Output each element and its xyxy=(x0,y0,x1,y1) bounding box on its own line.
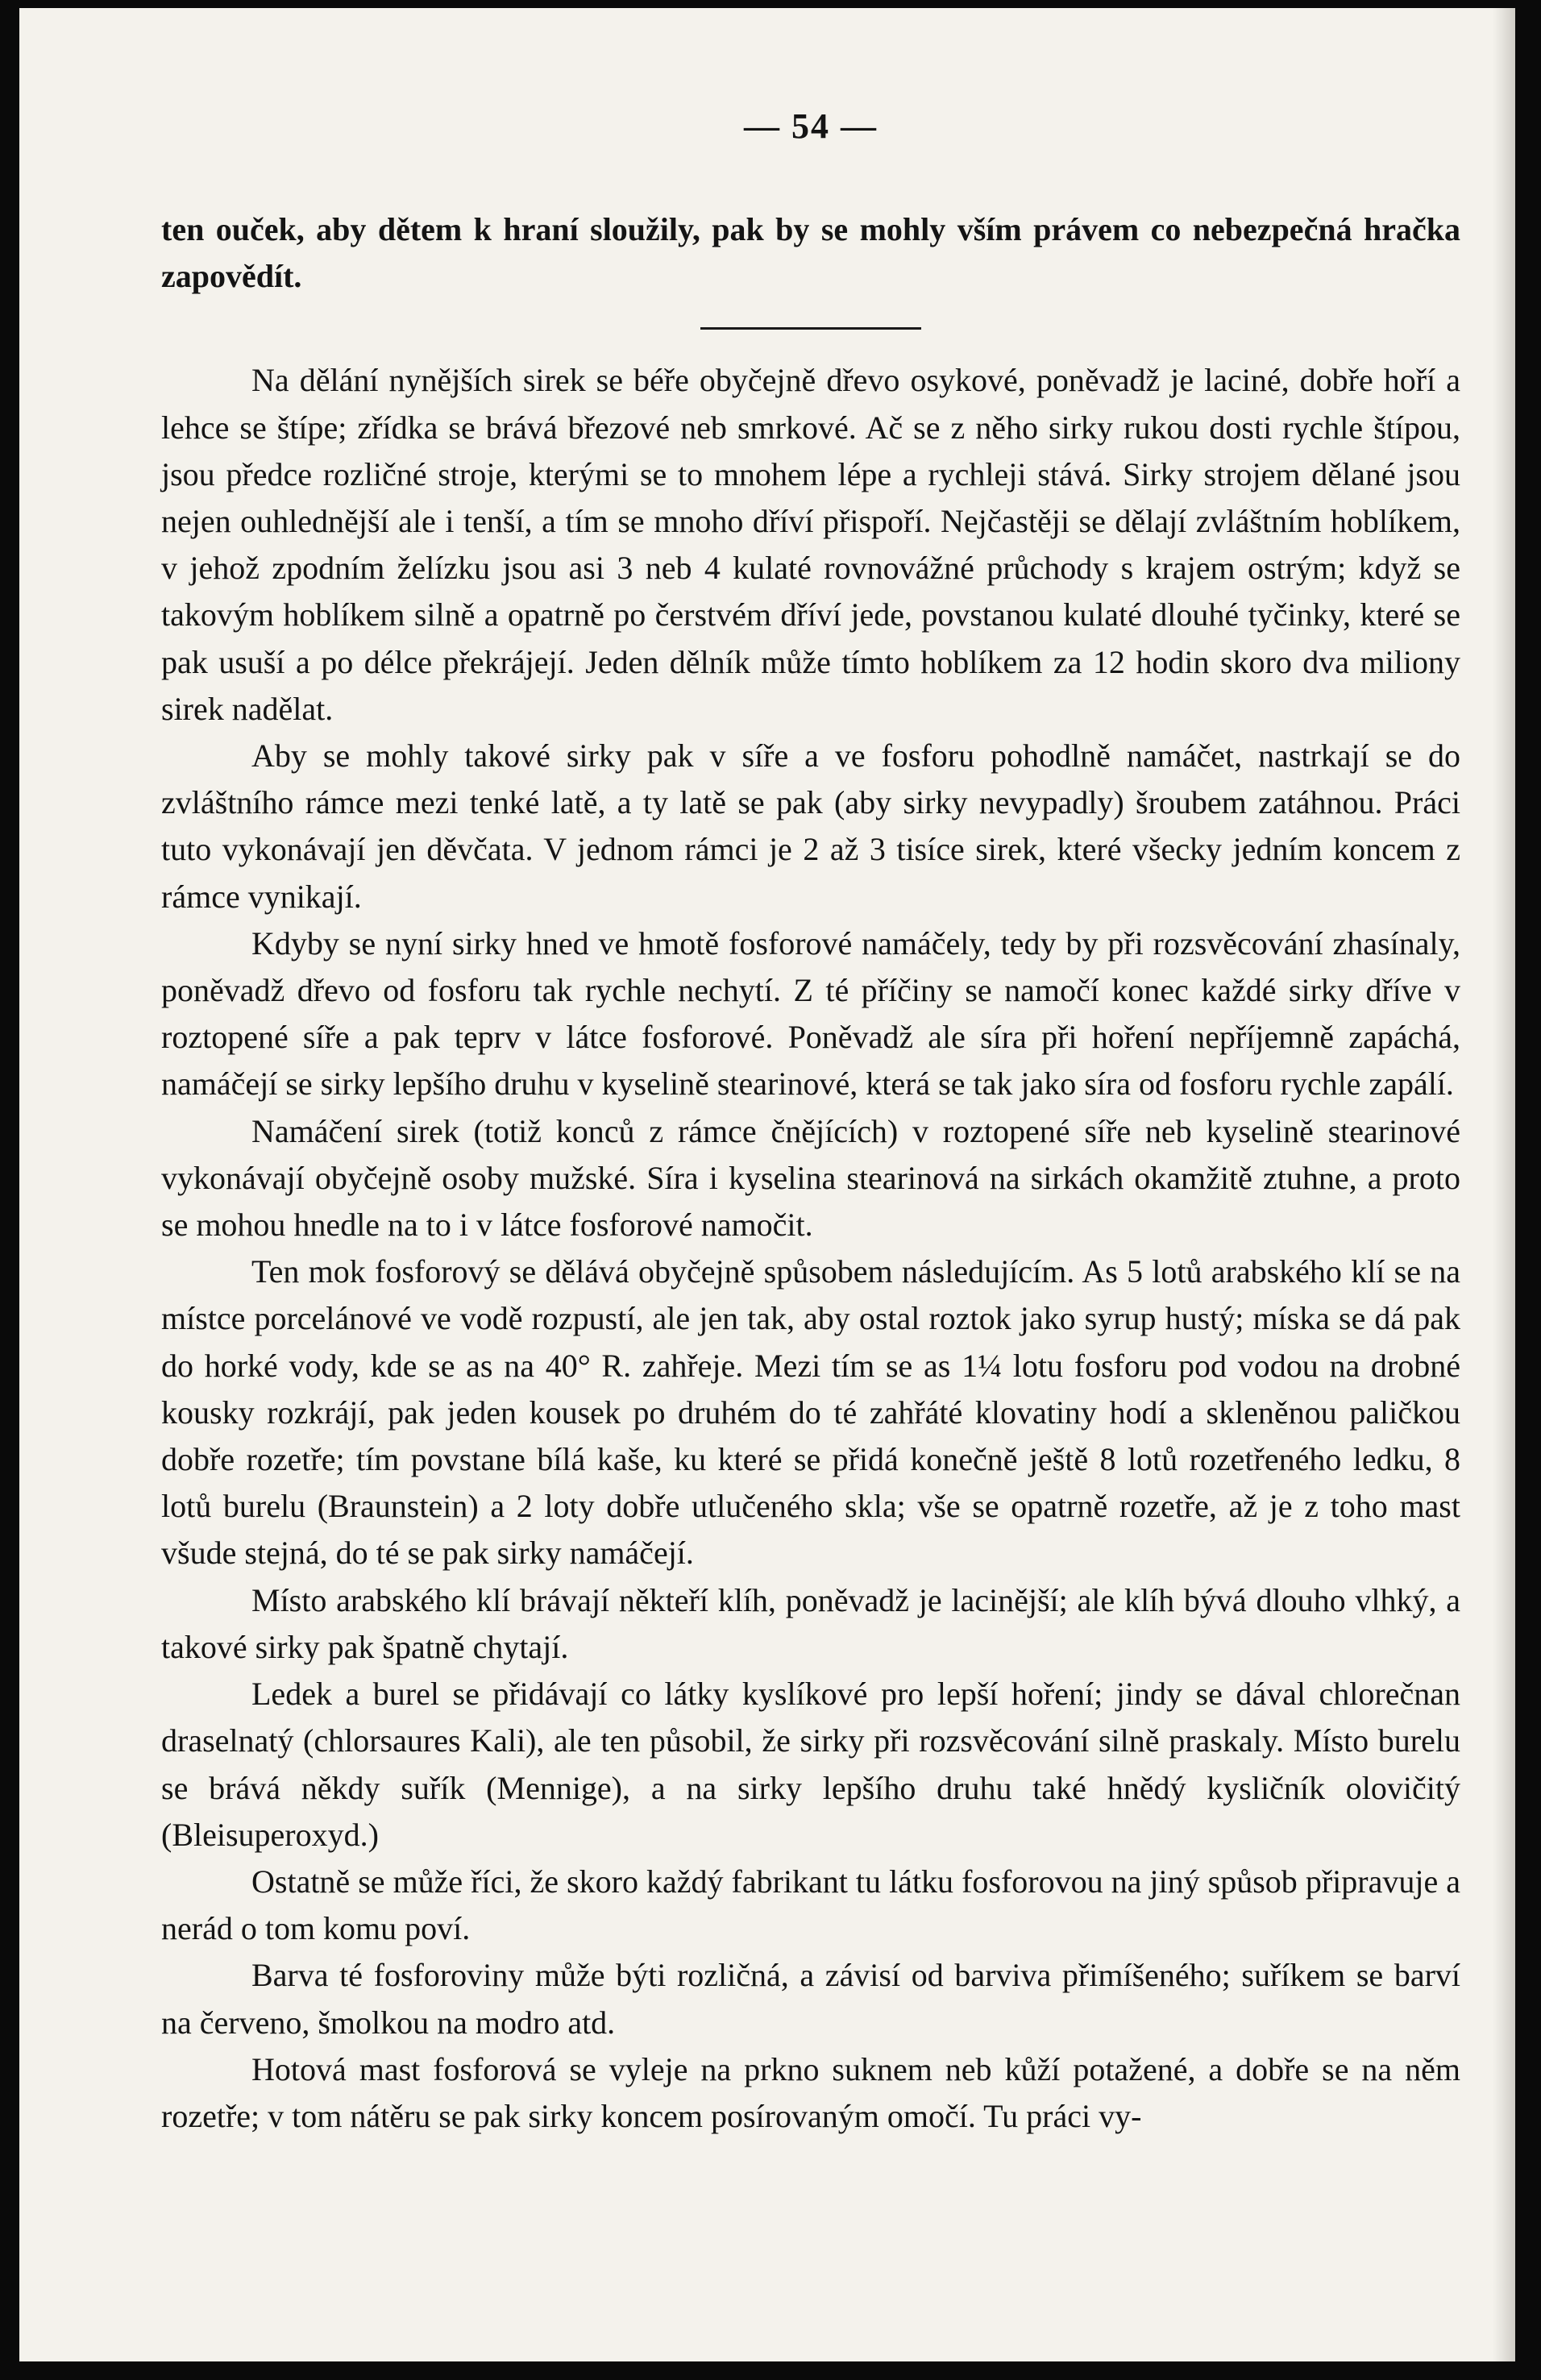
paragraph: Namáčení sirek (totiž konců z rámce čnějících) v roztopené síře neb kyselině stearinové vykonávají obyčejně osoby mužské. Síra i kyselina stearinová na sirkách okamžitě ztuhne, a proto se mohou hnedle na to i v látce fosforové namočit. xyxy=(161,1112,1460,1244)
paragraph: Místo arabského klí brávají někteří klíh, poněvadž je lacinější; ale klíh bývá dlouho vlhký, a takové sirky pak špatně chytají. xyxy=(161,1581,1460,1665)
paragraph: Kdyby se nyní sirky hned ve hmotě fosforové namáčely, tedy by při rozsvěcování zhasínaly, poněvadž dřevo od fosforu tak rychle nechytí. Z té příčiny se namočí konec každé sirky dříve v roztopené síře a pak teprv v látce fosforové. Poněvadž ale síra při hoření nepříjemně zapáchá, namáčejí se sirky lepšího druhu v kyselině stearinové, která se tak jako síra od fosforu rychle zapálí. xyxy=(161,924,1460,1103)
page-number: — 54 — xyxy=(744,106,878,146)
section-separator-line xyxy=(700,327,921,330)
book-page xyxy=(19,8,1515,2361)
paragraph: Ten mok fosforový se dělává obyčejně spůsobem následujícím. As 5 lotů arabského klí se na místce porcelánové ve vodě rozpustí, ale jen tak, aby ostal roztok jako syrup hustý; míska se dá pak do horké vody, kde se as na 40° R. zahřeje. Mezi tím se as 1¼ lotu fosforu pod vodou na drobné kousky rozkrájí, pak jeden kousek po druhém do té zahřáté klovatiny hodí a skleněnou paličkou dobře rozetře; tím povstane bílá kaše, ku které se přidá konečně ještě 8 lotů rozetřeného ledku, 8 lotů burelu (Braunstein) a 2 loty dobře utlučeného skla; vše se opatrně rozetře, až je z toho mast všude stejná, do té se pak sirky namáčejí. xyxy=(161,1253,1460,1572)
page-edge-shadow xyxy=(1493,8,1515,2361)
paragraph: Barva té fosforoviny může býti rozličná, a závisí od barviva přimíšeného; suříkem se barví na červeno, šmolkou na modro atd. xyxy=(161,1957,1460,2041)
body-text xyxy=(161,206,1460,2140)
paragraph: Ostatně se může říci, že skoro každý fabrikant tu látku fosforovou na jiný spůsob připravuje a nerád o tom komu poví. xyxy=(161,1863,1460,1947)
paragraph: Aby se mohly takové sirky pak v síře a ve fosforu pohodlně namáčet, nastrkají se do zvláštního rámce mezi tenké latě, a ty latě se pak (aby sirky nevypadly) šroubem zatáhnou. Práci tuto vykonávají jen děvčata. V jednom rámci je 2 až 3 tisíce sirek, které všecky jedním koncem z rámce vynikají. xyxy=(161,737,1460,915)
paragraph: Na dělání nynějších sirek se béře obyčejně dřevo osykové, poněvadž je laciné, dobře hoří a lehce se štípe; zřídka se brává březové neb smrkové. Ač se z něho sirky rukou dosti rychle štípou, jsou předce rozličné stroje, kterými se to mnohem lépe a rychleji stává. Sirky strojem dělané jsou nejen ouhlednější ale i tenší, a tím se mnoho dříví přispoří. Nejčastěji se dělají zvláštním hoblíkem, v jehož zpodním želízku jsou asi 3 neb 4 kulaté rovnovážné průchody s krajem ostrým; když se takovým hoblíkem silně a opatrně po čerstvém dříví jede, povstanou kulaté dlouhé tyčinky, které se pak usuší a po délce překrájejí. Jeden dělník může tímto hoblíkem za 12 hodin skoro dva miliony sirek nadělat. xyxy=(161,362,1460,727)
paragraph: Ledek a burel se přidávají co látky kyslíkové pro lepší hoření; jindy se dával chlorečnan draselnatý (chlorsaures Kali), ale ten působil, že sirky při rozsvěcování silně praskaly. Místo burelu se brává někdy suřík (Mennige), a na sirky lepšího druhu také hnědý kysličník olovičitý (Bleisuperoxyd.) xyxy=(161,1676,1460,1853)
paragraph-continuation: ten ouček, aby dětem k hraní sloužily, pak by se mohly vším právem co nebezpečná hračka zapovědít. xyxy=(161,211,1460,295)
paragraph: Hotová mast fosforová se vyleje na prkno suknem neb kůží potažené, a dobře se na něm rozetře; v tom nátěru se pak sirky koncem posírovaným omočí. Tu práci vy- xyxy=(161,2050,1460,2134)
